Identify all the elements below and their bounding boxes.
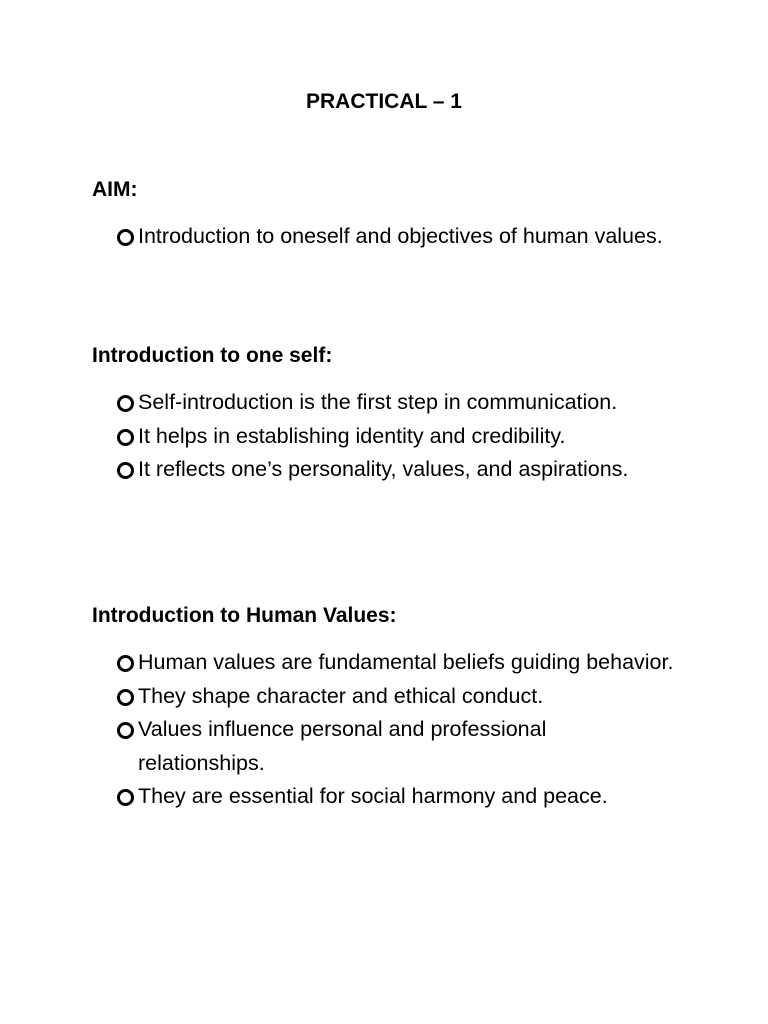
list-item [92, 220, 678, 254]
human-values-list [92, 646, 692, 814]
hollow-circle-icon [117, 722, 134, 739]
self-intro-list [92, 386, 692, 487]
list-item-text: They shape character and ethical conduct. [138, 683, 544, 708]
self-intro-heading: Introduction to one self: [92, 344, 333, 367]
list-item-text: It helps in establishing identity and credibility. [138, 423, 566, 448]
hollow-circle-icon [117, 655, 134, 672]
list-item-text: Human values are fundamental beliefs guiding behavior. [138, 650, 674, 674]
list-item-text: Values influence personal and professional relationships. [138, 717, 547, 775]
list-item [92, 780, 678, 814]
list-item [92, 420, 678, 454]
hollow-circle-icon [117, 395, 134, 412]
aim-list [92, 220, 692, 254]
list-item-text: They are essential for social harmony and peace. [138, 784, 608, 808]
list-item [92, 646, 678, 680]
human-values-section [92, 602, 692, 814]
page-title: PRACTICAL – 1 [306, 90, 462, 113]
aim-section [92, 176, 692, 254]
list-item-text: It reflects one’s personality, values, and aspirations. [138, 457, 629, 481]
hollow-circle-icon [117, 229, 134, 246]
list-item [92, 713, 678, 780]
list-item-text: Introduction to oneself and objectives of human values. [138, 224, 663, 248]
list-item [92, 453, 678, 487]
hollow-circle-icon [117, 789, 134, 806]
hollow-circle-icon [117, 429, 134, 446]
list-item [92, 680, 678, 714]
human-values-heading: Introduction to Human Values: [92, 604, 397, 627]
aim-heading: AIM: [92, 178, 138, 201]
list-item [92, 386, 678, 420]
hollow-circle-icon [117, 689, 134, 706]
list-item-text: Self-introduction is the first step in communication. [138, 390, 618, 414]
self-intro-section [92, 342, 692, 487]
hollow-circle-icon [117, 462, 134, 479]
